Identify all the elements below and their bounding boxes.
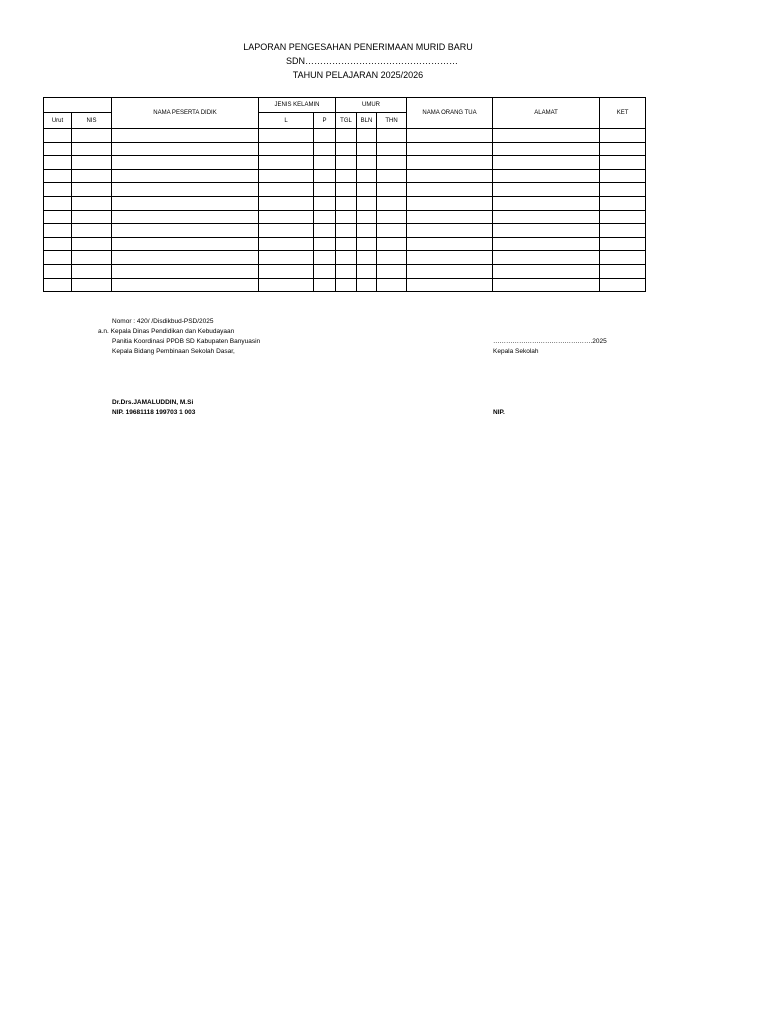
table-cell (44, 210, 72, 224)
table-cell (112, 196, 259, 210)
table-cell (600, 251, 646, 265)
table-cell (72, 251, 112, 265)
table-row (44, 156, 646, 170)
table-cell (336, 183, 357, 197)
signing-date-line: ……………………………………….2025 (493, 338, 607, 345)
table-cell (600, 156, 646, 170)
table-cell (600, 224, 646, 238)
table-cell (407, 156, 493, 170)
table-cell (357, 278, 377, 292)
table-cell (112, 264, 259, 278)
table-cell (259, 264, 314, 278)
table-cell (259, 142, 314, 156)
table-cell (407, 183, 493, 197)
table-cell (72, 237, 112, 251)
notes-header: KET (600, 98, 646, 129)
table-cell (259, 210, 314, 224)
table-cell (493, 169, 600, 183)
table-cell (112, 224, 259, 238)
table-cell (493, 210, 600, 224)
table-cell (493, 196, 600, 210)
table-cell (259, 237, 314, 251)
table-cell (259, 169, 314, 183)
table-cell (336, 237, 357, 251)
table-cell (314, 142, 336, 156)
student-name-header: NAMA PESERTA DIDIK (112, 98, 259, 129)
table-cell (44, 156, 72, 170)
table-cell (44, 264, 72, 278)
table-cell (407, 237, 493, 251)
table-cell (377, 142, 407, 156)
table-cell (314, 210, 336, 224)
table-cell (600, 169, 646, 183)
table-cell (259, 156, 314, 170)
table-cell (407, 196, 493, 210)
table-cell (493, 278, 600, 292)
age-year-header: THN (377, 113, 407, 129)
table-cell (314, 196, 336, 210)
division-head-line: Kepala Bidang Pembinaan Sekolah Dasar, (112, 348, 235, 355)
number-header-group (44, 98, 112, 113)
school-name-line: SDN…………………………………………… (286, 56, 459, 66)
table-cell (72, 156, 112, 170)
table-row (44, 264, 646, 278)
table-cell (377, 251, 407, 265)
table-cell (600, 129, 646, 143)
table-cell (357, 224, 377, 238)
table-cell (72, 264, 112, 278)
table-cell (357, 183, 377, 197)
table-cell (259, 183, 314, 197)
on-behalf-line: a.n. Kepala Dinas Pendidikan dan Kebudayaan (98, 328, 235, 335)
table-row (44, 142, 646, 156)
table-cell (112, 129, 259, 143)
table-cell (314, 183, 336, 197)
table-cell (112, 142, 259, 156)
student-table (43, 97, 646, 292)
gender-header: JENIS KELAMIN (259, 98, 336, 113)
gender-male-header: L (259, 113, 314, 129)
table-cell (112, 237, 259, 251)
table-cell (357, 237, 377, 251)
table-cell (357, 129, 377, 143)
table-cell (314, 278, 336, 292)
table-cell (44, 251, 72, 265)
table-cell (72, 129, 112, 143)
table-cell (357, 264, 377, 278)
table-cell (407, 278, 493, 292)
order-number-header: Urut (44, 113, 72, 129)
table-cell (407, 224, 493, 238)
table-cell (600, 278, 646, 292)
table-cell (44, 278, 72, 292)
table-cell (336, 156, 357, 170)
age-header: UMUR (336, 98, 407, 113)
table-cell (336, 278, 357, 292)
table-cell (314, 156, 336, 170)
table-cell (72, 183, 112, 197)
table-cell (44, 183, 72, 197)
table-cell (357, 156, 377, 170)
table-row (44, 251, 646, 265)
table-cell (336, 129, 357, 143)
table-cell (314, 264, 336, 278)
table-cell (44, 169, 72, 183)
nis-header: NIS (72, 113, 112, 129)
gender-female-header: P (314, 113, 336, 129)
table-cell (407, 142, 493, 156)
table-cell (44, 237, 72, 251)
table-cell (600, 196, 646, 210)
table-cell (44, 129, 72, 143)
table-cell (600, 183, 646, 197)
table-cell (493, 251, 600, 265)
table-cell (407, 264, 493, 278)
table-row (44, 210, 646, 224)
table-cell (336, 169, 357, 183)
official-name: Dr.Drs.JAMALUDDIN, M.Si (112, 399, 194, 406)
table-cell (357, 196, 377, 210)
table-cell (72, 210, 112, 224)
table-cell (259, 224, 314, 238)
table-cell (112, 169, 259, 183)
table-cell (112, 278, 259, 292)
committee-line: Panitia Koordinasi PPDB SD Kabupaten Banyuasin (112, 338, 261, 345)
table-body (44, 129, 646, 292)
parent-name-header: NAMA ORANG TUA (407, 98, 493, 129)
table-cell (259, 196, 314, 210)
table-row (44, 183, 646, 197)
principal-nip: NIP. (493, 409, 505, 416)
table-cell (314, 169, 336, 183)
table-cell (72, 169, 112, 183)
table-cell (336, 264, 357, 278)
table-cell (407, 210, 493, 224)
table-cell (377, 183, 407, 197)
table-cell (377, 237, 407, 251)
address-header: ALAMAT (493, 98, 600, 129)
table-cell (377, 129, 407, 143)
table-row (44, 224, 646, 238)
age-month-header: BLN (357, 113, 377, 129)
table-cell (377, 224, 407, 238)
table-cell (336, 196, 357, 210)
table-cell (44, 224, 72, 238)
table-cell (112, 156, 259, 170)
table-cell (493, 224, 600, 238)
table-cell (112, 210, 259, 224)
table-cell (377, 278, 407, 292)
table-cell (112, 183, 259, 197)
letter-number: Nomor : 420/ /Disdikbud-PSD/2025 (112, 318, 214, 325)
official-nip: NIP. 19681118 199703 1 003 (112, 409, 196, 416)
table-cell (600, 237, 646, 251)
table-cell (314, 129, 336, 143)
table-cell (259, 129, 314, 143)
table-row (44, 278, 646, 292)
table-cell (112, 251, 259, 265)
table-cell (357, 169, 377, 183)
table-cell (600, 264, 646, 278)
table-cell (314, 251, 336, 265)
table-cell (44, 196, 72, 210)
table-cell (600, 142, 646, 156)
table-cell (72, 224, 112, 238)
table-cell (493, 129, 600, 143)
table-cell (493, 237, 600, 251)
table-cell (336, 251, 357, 265)
table-cell (493, 183, 600, 197)
table-cell (72, 278, 112, 292)
table-cell (72, 196, 112, 210)
table-row (44, 237, 646, 251)
table-cell (407, 129, 493, 143)
table-row (44, 169, 646, 183)
table-cell (259, 278, 314, 292)
table-cell (377, 196, 407, 210)
table-cell (336, 224, 357, 238)
report-title: LAPORAN PENGESAHAN PENERIMAAN MURID BARU (243, 42, 473, 52)
table-cell (44, 142, 72, 156)
table-cell (377, 156, 407, 170)
table-cell (407, 251, 493, 265)
table-cell (357, 210, 377, 224)
table-cell (72, 142, 112, 156)
principal-title: Kepala Sekolah (493, 348, 539, 355)
table-cell (336, 210, 357, 224)
age-day-header: TGL (336, 113, 357, 129)
table-cell (377, 210, 407, 224)
academic-year: TAHUN PELAJARAN 2025/2026 (292, 70, 424, 80)
table-cell (314, 224, 336, 238)
table-row (44, 196, 646, 210)
table-row (44, 129, 646, 143)
table-cell (314, 237, 336, 251)
table-cell (407, 169, 493, 183)
table-cell (336, 142, 357, 156)
table-cell (493, 264, 600, 278)
table-cell (600, 210, 646, 224)
table-cell (357, 251, 377, 265)
table-cell (493, 142, 600, 156)
table-cell (259, 251, 314, 265)
table-cell (493, 156, 600, 170)
table-cell (377, 169, 407, 183)
table-cell (377, 264, 407, 278)
table-cell (357, 142, 377, 156)
